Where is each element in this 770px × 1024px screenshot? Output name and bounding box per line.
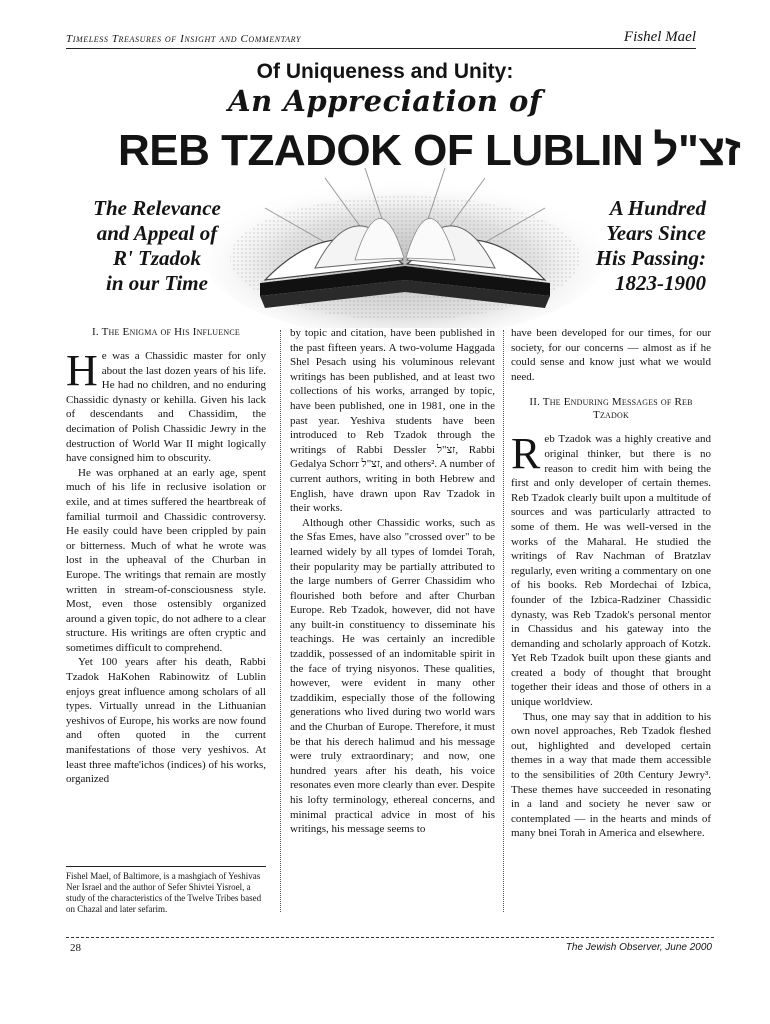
subtitle-right bbox=[566, 196, 706, 296]
paragraph: by topic and citation, have been published in the past fifteen years. A two-volume Haggada Shel Pesach using his voluminous relevant writings has been published, and at least two collections of his works, arranged by topic, have been published, one in 1981, one in the past year. Yeshiva students have been introduced to Reb Tzadok through the writings of Rabbi Dessler זצ"ל, Rabbi Gedalya Schorr זצ"ל, and others². A number of current authors, writing in both Hebrew and English, have drawn upon Rav Tzadok in their works. bbox=[290, 327, 495, 515]
paragraph: have been developed for our times, for our society, for our concerns — almost as if he could sense and know just what we would need. bbox=[511, 327, 711, 383]
main-title-text: REB TZADOK OF LUBLIN bbox=[118, 126, 644, 175]
open-book-illustration bbox=[205, 168, 605, 328]
subtitle-right-line: His Passing: bbox=[595, 246, 706, 270]
subtitle-right-line: 1823-1900 bbox=[615, 271, 706, 295]
running-title: Timeless Treasures of Insight and Commentary bbox=[66, 33, 302, 45]
title-line-1: Of Uniqueness and Unity: bbox=[256, 60, 514, 83]
text-column-2 bbox=[290, 326, 495, 910]
subtitle-right-line: A Hundred bbox=[609, 196, 706, 220]
section-heading: II. The Enduring Messages of Reb Tzadok bbox=[529, 396, 693, 422]
subtitle-left-line: and Appeal of bbox=[96, 221, 218, 245]
paragraph: Yet 100 years after his death, Rabbi Tzadok HaKohen Rabinowitz of Lublin enjoys great influence among scholars of all types. Virtually unread in the Lithuanian yeshivos of Europe, his works are now found and often quoted in the current manifestations of those very yeshivos. At least three mafte'ichos (indices) of his works, organized bbox=[66, 656, 266, 786]
text-column-3 bbox=[511, 326, 711, 910]
paragraph bbox=[66, 346, 266, 466]
running-header bbox=[66, 26, 696, 49]
subtitle-right-line: Years Since bbox=[606, 221, 706, 245]
publication-credit: The Jewish Observer, June 2000 bbox=[565, 942, 712, 953]
drop-cap: R bbox=[511, 429, 541, 479]
subtitle-left bbox=[72, 196, 242, 296]
column-divider bbox=[503, 330, 504, 912]
footer-rule bbox=[66, 937, 714, 938]
paragraph: He was orphaned at an early age, spent much of his life in reclusive isolation or exile, and at times suffered the heartbreak of familial turmoil and Chassidic controversy. He easily could have been crippled by pain or bitterness. Much of what he wrote was lost in the upheaval of the Churban in Europe. The writings that remain are mostly written in stream-of-consciousness style. Most, even those ostensibly organized around a given topic, do not adhere to a clear structure. His writings are often cryptic and sometimes difficult to comprehend. bbox=[66, 466, 266, 654]
hebrew-honorific: זצ"ל bbox=[653, 126, 741, 175]
paragraph: Although other Chassidic works, such as the Sfas Emes, have also "crossed over" to be learned widely by all types of lomdei Torah, their popularity may be partially attributed to the large numbers of Gerrer Chassidim who flourished both before and after Churban Europe. Reb Tzadok, however, did not have any built-in constituency to disseminate his teachings. He was certainly an incredible tzaddik, possessed of an indomitable spirit in the face of trying nisyonos. These qualities, however, were evident in many other tzaddikim, especially those of the following generations who lived during two world wars and the Churban of Europe. Therefore, it must be that his derech halimud and his message were truly extraordinary; and now, one hundred years after his death, his voice resonates even more clearly than ever. Despite his lofty terminology, ethereal concerns, and minimal practical advice in most of his writings, his message seems to bbox=[290, 516, 495, 836]
author-bio-footnote: Fishel Mael, of Baltimore, is a mashgiach of Yeshivas Ner Israel and the author of Sefer Shivtei Yisroel, a study of the characteristics of the Twelve Tribes based on Chazal and later sefarim. bbox=[66, 866, 266, 915]
text-column-1 bbox=[66, 326, 266, 910]
paragraph bbox=[511, 429, 711, 709]
subtitle-left-line: in our Time bbox=[106, 271, 208, 295]
author-name: Fishel Mael bbox=[623, 29, 696, 45]
page-number: 28 bbox=[70, 942, 81, 954]
paragraph-text: e was a Chassidic master for only about the last dozen years of his life. He had no children, and no enduring Chassidic dynasty or kehilla. Given his lack of descendants and Chassidim, the decimation of Polish Chassidic Jewry in the destruction of World War II might logically have consigned him to obscurity. bbox=[66, 350, 266, 465]
drop-cap: H bbox=[66, 346, 98, 395]
title-line-2: An Appreciation of bbox=[228, 84, 542, 118]
subtitle-left-line: The Relevance bbox=[93, 196, 221, 220]
paragraph-text: eb Tzadok was a highly creative and original thinker, but there is no reason to credit him with being the first and only developer of certain themes. Reb Tzadok clearly built upon a multitude of sources and was particularly attracted to some of them. He was well-versed in the works of the Maharal. He studied the writings of Rav Nachman of Bratzlav regularly, even writing a commentary on one of his books. Reb Mordechai of Izbica, founder of the Izbica-Radziner Chassidic dynasty, was Reb Tzadok's personal mentor in Chassidus and his gateway into the demanding and scholarly approach of Kotzk. Yet Reb Tzadok built upon these giants and created a body of thought that brought together their ideas and those of others in a unique worldview. bbox=[511, 433, 711, 709]
subtitle-left-line: R' Tzadok bbox=[112, 246, 202, 270]
paragraph: Thus, one may say that in addition to his own novel approaches, Reb Tzadok fleshed out, highlighted and developed certain themes in a way that made them accessible to the sensibilities of 20th Century Jewry³. These themes have succeeded in resonating in a land and society he never saw or contemplated — in the hearts and minds of many bnei Torah in America and elsewhere. bbox=[511, 710, 711, 840]
section-heading: I. The Enigma of His Influence bbox=[92, 326, 240, 338]
column-divider bbox=[280, 330, 281, 912]
